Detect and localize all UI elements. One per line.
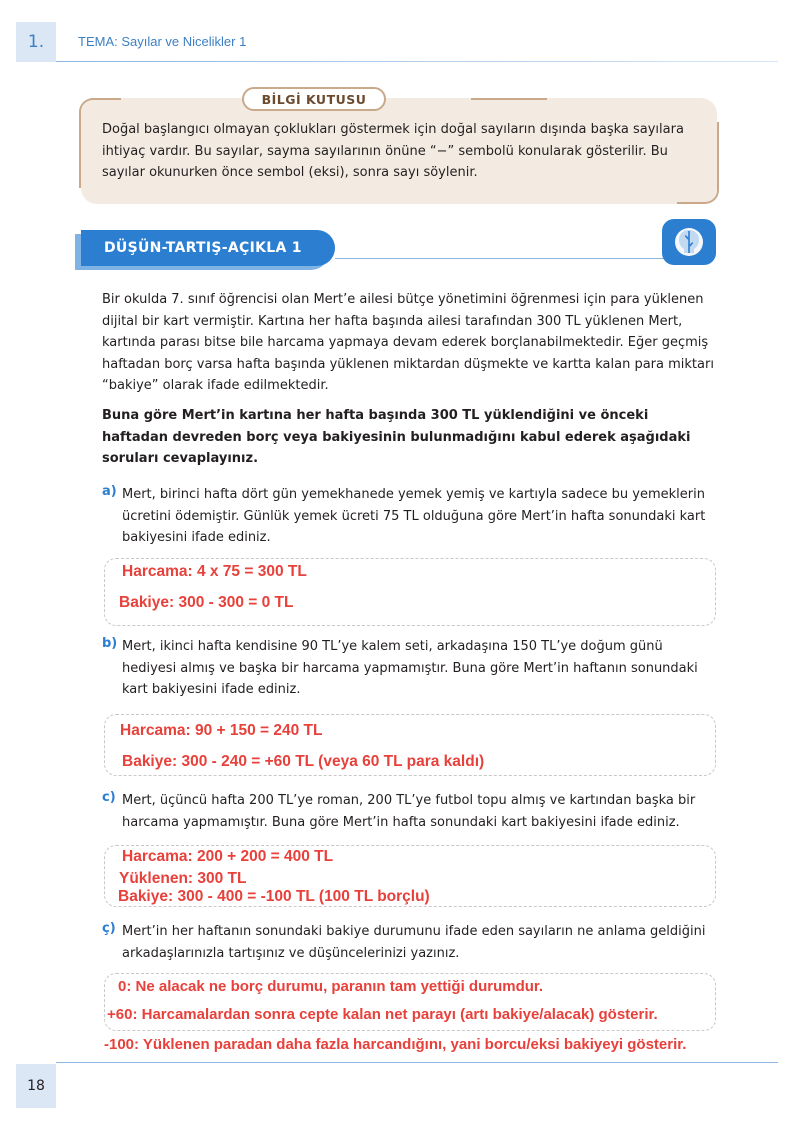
page-number-tab: [16, 1064, 56, 1108]
answer-cedilla-line-2: +60: Harcamalardan sonra cepte kalan net parayı (artı bakiye/alacak) gösterir.: [107, 1006, 658, 1023]
brain-puzzle-icon: [662, 219, 716, 265]
info-box-text: Doğal başlangıcı olmayan çoklukları göstermek için doğal sayıların dışında başka sayılara ihtiyaç vardır. Bu sayılar, sayma sayılarının önüne “−” sembolü konularak gösterilir. Bu sayılar okunurken önce sembol (eksi), sonra sayı söylenir.: [102, 122, 684, 180]
answer-b-line-2: Bakiye: 300 - 240 = +60 TL (veya 60 TL para kaldı): [122, 753, 485, 770]
answer-cedilla-line-3: -100: Yüklenen paradan daha fazla harcandığını, yani borcu/eksi bakiyeyi gösterir.: [104, 1036, 687, 1053]
section-divider: [335, 258, 714, 259]
question-b-letter: b): [102, 636, 118, 651]
unit-number: 1.: [27, 32, 45, 52]
question-a-letter: a): [102, 484, 117, 499]
question-cedilla-letter: ç): [102, 921, 116, 936]
answer-a-line-1: Harcama: 4 x 75 = 300 TL: [122, 563, 307, 580]
answer-c-line-2: Yüklenen: 300 TL: [119, 870, 247, 887]
answer-b-line-1: Harcama: 90 + 150 = 240 TL: [120, 722, 323, 739]
question-a-text: Mert, birinci hafta dört gün yemekhanede yemek yemiş ve kartıyla sadece bu yemeklerin ücretini ödemiştir. Günlük yemek ücreti 75 TL olduğuna göre Mert’in hafta sonundaki kart bakiyesini ifade ediniz.: [122, 487, 706, 545]
theme-title: TEMA: Sayılar ve Nicelikler 1: [78, 34, 247, 49]
answer-c-line-1: Harcama: 200 + 200 = 400 TL: [122, 848, 334, 865]
info-box-top-line: [471, 98, 547, 100]
answer-c-line-3: Bakiye: 300 - 400 = -100 TL (100 TL borçlu): [118, 888, 430, 905]
answer-cedilla-line-1: 0: Ne alacak ne borç durumu, paranın tam yettiği durumdur.: [118, 978, 544, 995]
section-title: DÜŞÜN-TARTIŞ-AÇIKLA 1: [104, 240, 302, 256]
question-cedilla-text: Mert’in her haftanın sonundaki bakiye durumunu ifade eden sayıların ne anlama geldiğini arkadaşlarınızla tartışınız ve düşüncelerinizi yazınız.: [122, 924, 706, 961]
answer-a-line-2: Bakiye: 300 - 300 = 0 TL: [119, 594, 294, 611]
intro-paragraph: Bir okulda 7. sınıf öğrencisi olan Mert’e ailesi bütçe yönetimini öğrenmesi için para yüklenen dijital bir kart vermiştir. Kartına her hafta başında ailesi tarafından 300 TL yüklenen Mert, kartında parası bitse bile harcama yapmaya devam ederek borçlanabilmektedir. Eğer geçmiş haftadan borç varsa hafta başında yüklenen miktardan düşmekte ve kartta kalan para miktarı “bakiye” olarak ifade edilmektedir.: [102, 292, 714, 393]
question-c-letter: c): [102, 790, 116, 805]
question-c-text: Mert, üçüncü hafta 200 TL’ye roman, 200 TL’ye futbol topu almış ve kartından başka bir harcama yapmamıştır. Buna göre Mert’in hafta sonundaki kart bakiyesini ifade ediniz.: [122, 793, 696, 830]
info-box-label: BİLGİ KUTUSU: [242, 87, 386, 111]
question-b-text: Mert, ikinci hafta kendisine 90 TL’ye kalem seti, arkadaşına 150 TL’ye doğum günü hediyesi almış ve başka bir harcama yapmamıştır. Buna göre Mert’in haftanın sonundaki kart bakiyesini ifade ediniz.: [122, 639, 698, 697]
footer-divider: [56, 1062, 778, 1063]
header-divider: [56, 61, 778, 62]
instruction-paragraph: Buna göre Mert’in kartına her hafta başında 300 TL yüklendiğini ve önceki haftadan devreden borç veya bakiyesinin bulunmadığını kabul ederek aşağıdaki soruları cevaplayınız.: [102, 408, 691, 466]
unit-number-tab: [16, 22, 56, 62]
page-number: 18: [27, 1078, 45, 1094]
